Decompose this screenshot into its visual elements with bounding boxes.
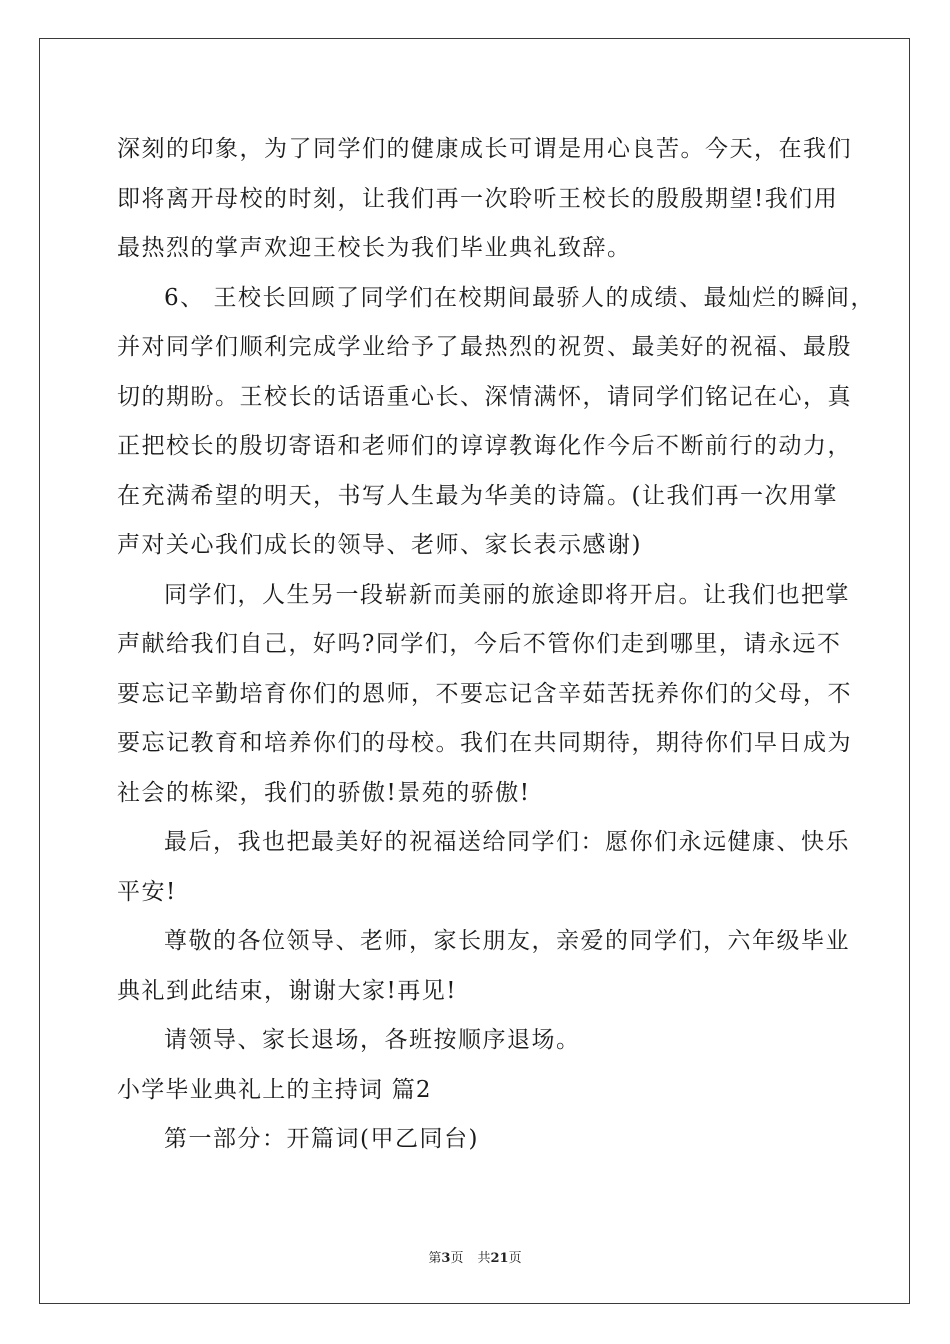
page-prefix: 第 [428,1251,442,1266]
text-line: 声对关心我们成长的领导、老师、家长表示感谢) [117,532,642,558]
text-line: 正把校长的殷切寄语和老师们的谆谆教诲化作今后不断前行的动力， [117,433,852,459]
total-prefix: 共 [477,1251,491,1266]
page-suffix: 页 [450,1251,464,1266]
section-heading: 小学毕业典礼上的主持词 篇2 [117,1076,432,1103]
paragraph-start-line: 第一部分：开篇词(甲乙同台) [164,1126,479,1152]
text-line: 在充满希望的明天，书写人生最为华美的诗篇。(让我们再一次用掌 [117,482,838,509]
text-line: 并对同学们顺利完成学业给予了最热烈的祝贺、最美好的祝福、最殷 [117,334,852,360]
text-line: 最热烈的掌声欢迎王校长为我们毕业典礼致辞。 [117,235,632,261]
text-line: 要忘记教育和培养你们的母校。我们在共同期待，期待你们早日成为 [117,730,852,756]
text-line: 平安! [117,878,177,905]
page-footer [0,1247,950,1266]
paragraph-start-line: 尊敬的各位领导、老师，家长朋友，亲爱的同学们，六年级毕业 [164,928,850,954]
text-line: 声献给我们自己，好吗?同学们，今后不管你们走到哪里，请永远不 [117,631,842,657]
paragraph-start-line: 6、 王校长回顾了同学们在校期间最骄人的成绩、最灿烂的瞬间， [164,284,875,311]
total-suffix: 页 [508,1251,522,1266]
text-line: 切的期盼。王校长的话语重心长、深情满怀，请同学们铭记在心，真 [117,383,852,410]
paragraph-start-line: 请领导、家长退场，各班按顺序退场。 [164,1027,581,1053]
text-line: 即将离开母校的时刻，让我们再一次聆听王校长的殷殷期望!我们用 [117,185,839,212]
text-line: 典礼到此结束，谢谢大家!再见! [117,977,457,1004]
current-page-number: 3 [441,1251,451,1266]
text-line: 社会的栋梁，我们的骄傲!景苑的骄傲! [117,779,531,806]
paragraph-start-line: 同学们，人生另一段崭新而美丽的旅途即将开启。让我们也把掌 [164,581,850,608]
paragraph-start-line: 最后，我也把最美好的祝福送给同学们：愿你们永远健康、快乐 [164,829,850,855]
text-line: 深刻的印象，为了同学们的健康成长可谓是用心良苦。今天，在我们 [117,136,852,162]
text-line: 要忘记辛勤培育你们的恩师，不要忘记含辛茹苦抚养你们的父母，不 [117,680,852,707]
total-page-count: 21 [490,1251,509,1266]
document-body [117,125,875,1165]
